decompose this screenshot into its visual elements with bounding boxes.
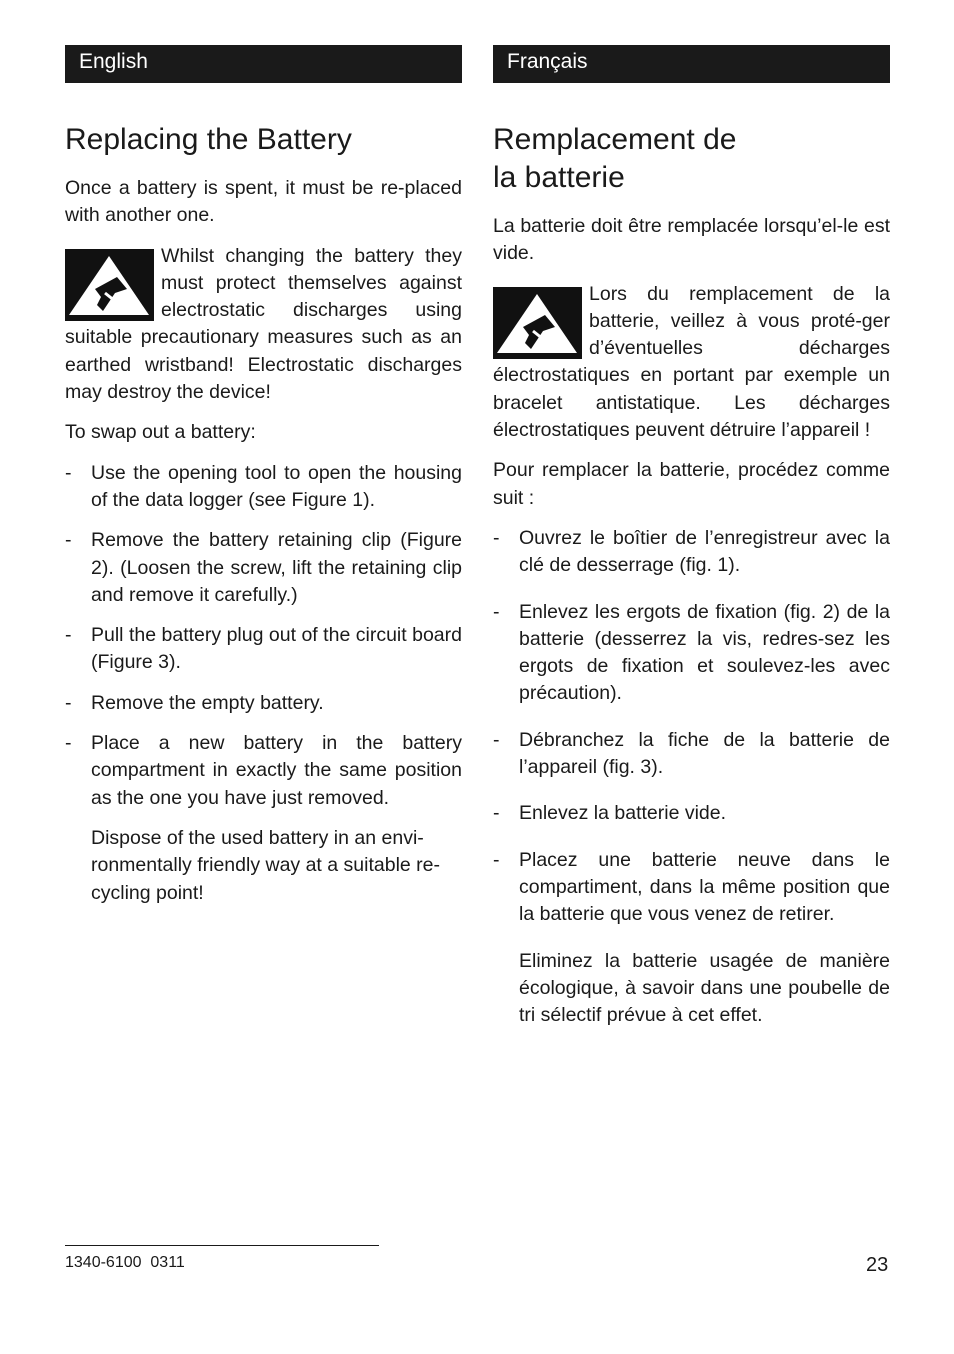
english-column [65, 45, 462, 920]
document-number: 1340-6100 0311 [65, 1254, 185, 1271]
title-line: Remplacement de [493, 123, 737, 156]
dispose-note: Eliminez la batterie usagée de manière écologique, à savoir dans une poubelle de tri sélectif prévue à cet effet. [519, 949, 890, 1027]
steps-intro: Pour remplacer la batterie, procédez comme suit : [493, 459, 890, 509]
bullet-dash: - [493, 802, 500, 825]
esd-warning-icon [493, 287, 582, 359]
esd-warning-text: Whilst changing the battery they must protect themselves against electrostatic discharges using suitable precautionary measures such as an earthed wristband! Electrostatic discharges may destroy the device! [65, 244, 462, 404]
list-item [65, 690, 462, 717]
section-title [493, 121, 890, 197]
french-column [493, 45, 890, 1042]
step-text: Ouvrez le boîtier de l’enregistreur avec la clé de desserrage (fig. 1). [519, 526, 890, 577]
bullet-dash: - [65, 624, 72, 647]
step-text: Remove the battery retaining clip (Figure 2). (Loosen the screw, lift the retaining clip and remove it carefully.) [91, 529, 462, 606]
footer-divider [65, 1245, 379, 1246]
steps-list [493, 525, 890, 929]
step-text: Débranchez la fiche de la batterie de l’appareil (fig. 3). [519, 728, 890, 779]
step-text: Pull the battery plug out of the circuit board (Figure 3). [91, 624, 462, 674]
list-item [65, 527, 462, 609]
bullet-dash: - [493, 848, 500, 871]
list-item [493, 599, 890, 708]
section-title: Replacing the Battery [65, 123, 352, 156]
step-text: Remove the empty battery. [91, 691, 324, 714]
step-text: Use the opening tool to open the housing of the data logger (see Figure 1). [91, 461, 462, 511]
steps-list [65, 460, 462, 812]
bullet-dash: - [65, 691, 72, 714]
list-item [493, 727, 890, 782]
steps-intro: To swap out a battery: [65, 421, 256, 444]
page-number: 23 [866, 1254, 889, 1276]
bullet-dash: - [493, 728, 500, 751]
intro-text: Once a battery is spent, it must be re-placed with another one. [65, 177, 462, 227]
language-header-french: Français [493, 45, 890, 83]
step-text: Enlevez la batterie vide. [519, 802, 727, 825]
step-text: Placez une batterie neuve dans le compartiment, dans la même position que la batterie que vous venez de retirer. [519, 848, 890, 926]
intro-text: La batterie doit être remplacée lorsqu’el-le est vide. [493, 215, 890, 265]
bullet-dash: - [493, 600, 500, 623]
bullet-dash: - [65, 529, 72, 552]
title-line: la batterie [493, 161, 625, 194]
esd-warning-icon [65, 249, 154, 321]
list-item [65, 730, 462, 812]
list-item [65, 460, 462, 515]
bullet-dash: - [65, 461, 72, 484]
list-item [493, 847, 890, 929]
list-item [493, 800, 890, 827]
step-text: Enlevez les ergots de fixation (fig. 2) de la batterie (desserrez la vis, redres-sez les ergots de fixation et soulevez-les avec précaution). [519, 600, 890, 705]
bullet-dash: - [65, 732, 72, 755]
step-text: Place a new battery in the battery compartment in exactly the same position as the one you have just removed. [91, 732, 462, 809]
language-header-english: English [65, 45, 462, 83]
list-item [493, 525, 890, 580]
bullet-dash: - [493, 526, 500, 549]
dispose-note: Dispose of the used battery in an envi-ronmentally friendly way at a suitable re-cycling point! [91, 826, 440, 904]
list-item [65, 622, 462, 677]
esd-warning-text: Lors du remplacement de la batterie, veillez à vous proté-ger d’éventuelles décharges électrostatiques en portant par exemple un bracelet antistatique. Les décharges électrostatiques peuvent détruire l’appareil ! [493, 282, 890, 442]
